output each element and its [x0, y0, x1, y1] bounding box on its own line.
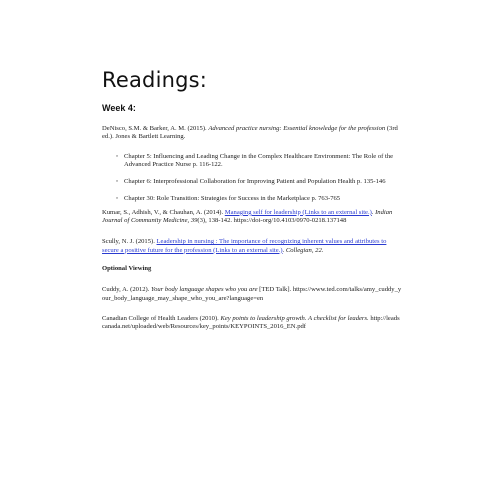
- list-item: [116, 195, 402, 203]
- bullet-icon: ◦: [116, 195, 119, 203]
- reference-kumar: [102, 209, 402, 226]
- chapter-list: [102, 153, 402, 204]
- reference-authors: Cuddy, A. (2012).: [102, 286, 152, 294]
- chapter-text: Chapter 5: Influencing and Leading Change in the Complex Healthcare Environment: The Role of the Advanced Practice Nurse p. 116-122.: [124, 152, 394, 168]
- reference-title: Key points to leadership growth. A checklist for leaders.: [220, 314, 369, 322]
- week-heading: Week 4:: [102, 103, 136, 113]
- chapter-text: Chapter 30: Role Transition: Strategies for Success in the Marketplace p. 763-765: [124, 195, 341, 203]
- reference-scully: [102, 238, 402, 255]
- bullet-icon: ◦: [116, 152, 119, 160]
- reference-details: http://leadscanada.net/uploaded/web/Resources/key_points/KEYPOINTS_2016_EN.pdf: [102, 314, 400, 331]
- reference-details: (3), 138-142. https://doi-org/10.4103/0970-0218.137148: [197, 217, 347, 225]
- page-title: Readings:: [102, 68, 208, 92]
- reference-authors: Scully, N. J. (2015).: [102, 238, 157, 246]
- reference-authors: Kumar, S., Adhish, V., & Chauhan, A. (2014).: [102, 208, 225, 216]
- reference-title: Advanced practice nursing: Essential knowledge for the profession: [208, 125, 386, 132]
- reference-chl: [102, 315, 402, 332]
- chapter-text: Chapter 6: Interprofessional Collaboration for Improving Patient and Population Health p. 135-146: [124, 178, 386, 186]
- list-item: [116, 178, 402, 186]
- reference-separator: .: [371, 208, 376, 216]
- reference-authors: DeNisco, S.M. & Barker, A. M. (2015).: [102, 125, 209, 132]
- optional-viewing-heading: Optional Viewing: [102, 264, 152, 272]
- bullet-icon: ◦: [116, 178, 119, 186]
- reference-denisco: [102, 125, 402, 142]
- scully-article-link[interactable]: Leadership in nursing : The importance of recognizing inherent values and attributes to secure a positive future for the profession (Links to an external site.): [102, 238, 387, 254]
- reference-authors: Canadian College of Health Leaders (2010).: [102, 314, 221, 322]
- reference-details: [TED Talk]. https://www.ted.com/talks/amy_cuddy_your_body_language_may_shape_who_you_are?language=en: [102, 286, 402, 302]
- reference-separator: .: [282, 246, 286, 254]
- list-item: [116, 153, 402, 170]
- reference-title: Your body language shapes who you are: [151, 286, 258, 294]
- kumar-article-link[interactable]: Managing self for leadership (Links to an external site.): [224, 208, 372, 216]
- reference-details: (3rd ed.). Jones & Bartlett Learning.: [102, 125, 398, 141]
- reference-journal: Collegian, 22: [285, 246, 322, 254]
- reference-details: .: [321, 246, 324, 254]
- reference-journal: Indian Journal of Community Medicine, 39: [102, 208, 393, 225]
- reference-cuddy: [102, 286, 402, 303]
- readings-content: [102, 66, 402, 331]
